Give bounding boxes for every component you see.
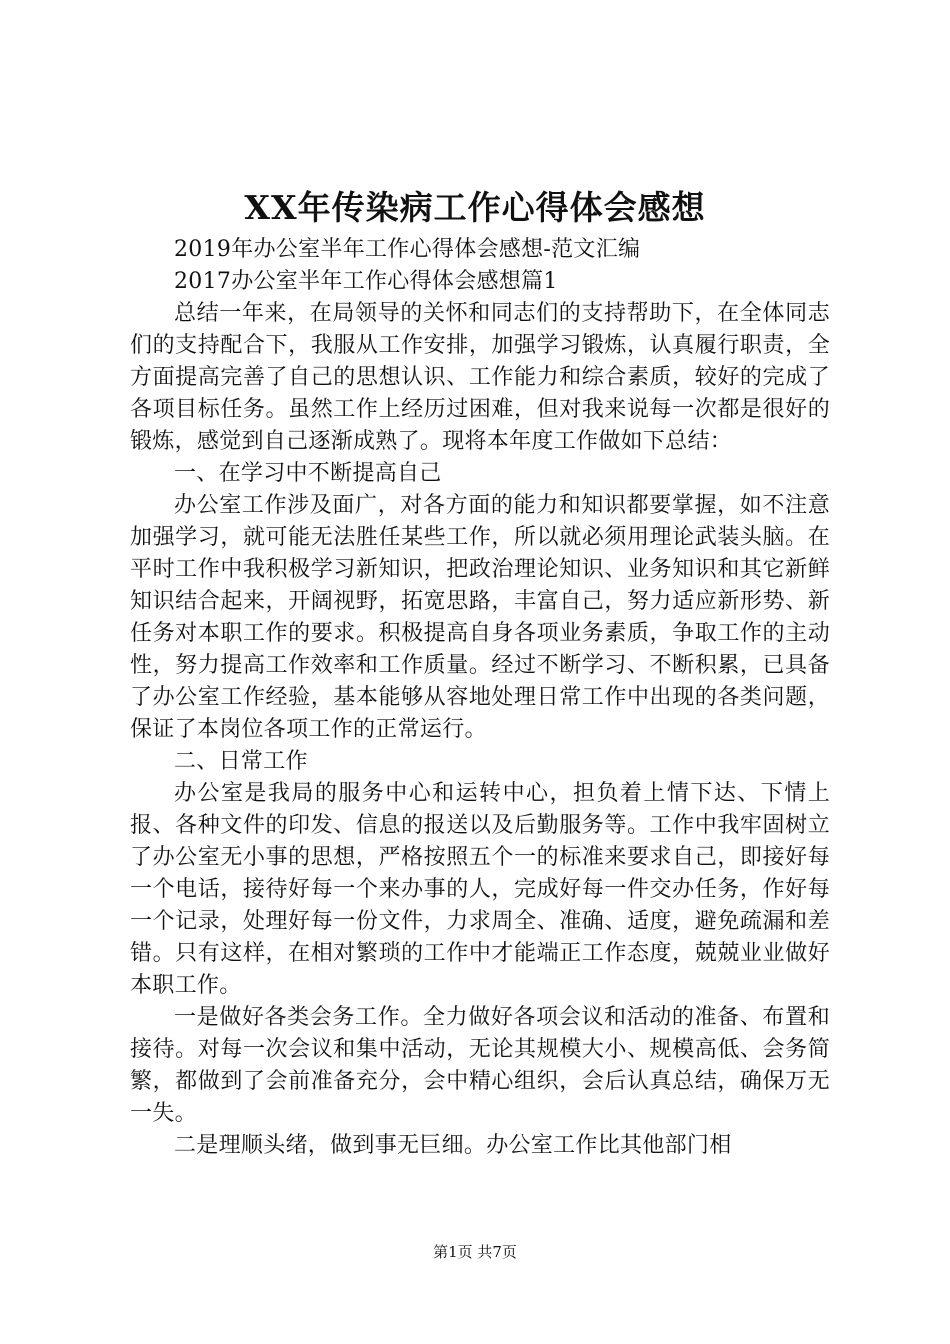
- paragraph: 2019年办公室半年工作心得体会感想-范文汇编: [174, 237, 641, 262]
- paragraph: 办公室工作涉及面广，对各方面的能力和知识都要掌握，如不注意加强学习，就可能无法胜任某些工作，所以就必须用理论武装头脑。在平时工作中我积极学习新知识，把政治理论知识、业务知识和其它新鲜知识结合起来，开阔视野，拓宽思路，丰富自己，努力适应新形势、新任务对本职工作的要求。积极提高自身各项业务素质，争取工作的主动性，努力提高工作效率和工作质量。经过不断学习、不断积累，已具备了办公室工作经验，基本能够从容地处理日常工作中出现的各类问题，保证了本岗位各项工作的正常运行。: [130, 493, 830, 742]
- section-heading: 二、日常工作: [174, 749, 308, 774]
- paragraph: 一是做好各类会务工作。全力做好各项会议和活动的准备、布置和接待。对每一次会议和集中活动，无论其规模大小、规模高低、会务简繁，都做到了会前准备充分，会中精心组织，会后认真总结，确保万无一失。: [130, 1005, 830, 1126]
- paragraph: 办公室是我局的服务中心和运转中心，担负着上情下达、下情上报、各种文件的印发、信息的报送以及后勤服务等。工作中我牢固树立了办公室无小事的思想，严格按照五个一的标准来要求自己，即接好每一个电话，接待好每一个来办事的人，完成好每一件交办任务，作好每一个记录，处理好每一份文件，力求周全、准确、适度，避免疏漏和差错。只有这样，在相对繁琐的工作中才能端正工作态度，兢兢业业做好本职工作。: [130, 781, 830, 998]
- page-footer: 第1页 共7页: [433, 1243, 517, 1261]
- paragraph: 二是理顺头绪，做到事无巨细。办公室工作比其他部门相: [174, 1133, 732, 1158]
- document-body: [130, 234, 830, 1162]
- document-title: XX年传染病工作心得体会感想: [244, 188, 706, 227]
- paragraph: 总结一年来，在局领导的关怀和同志们的支持帮助下，在全体同志们的支持配合下，我服从工作安排，加强学习锻炼，认真履行职责，全方面提高完善了自己的思想认识、工作能力和综合素质，较好的完成了各项目标任务。虽然工作上经历过困难，但对我来说每一次都是很好的锻炼，感觉到自己逐渐成熟了。现将本年度工作做如下总结：: [130, 301, 830, 454]
- section-heading: 一、在学习中不断提高自己: [174, 461, 442, 486]
- paragraph: 2017办公室半年工作心得体会感想篇1: [174, 269, 558, 294]
